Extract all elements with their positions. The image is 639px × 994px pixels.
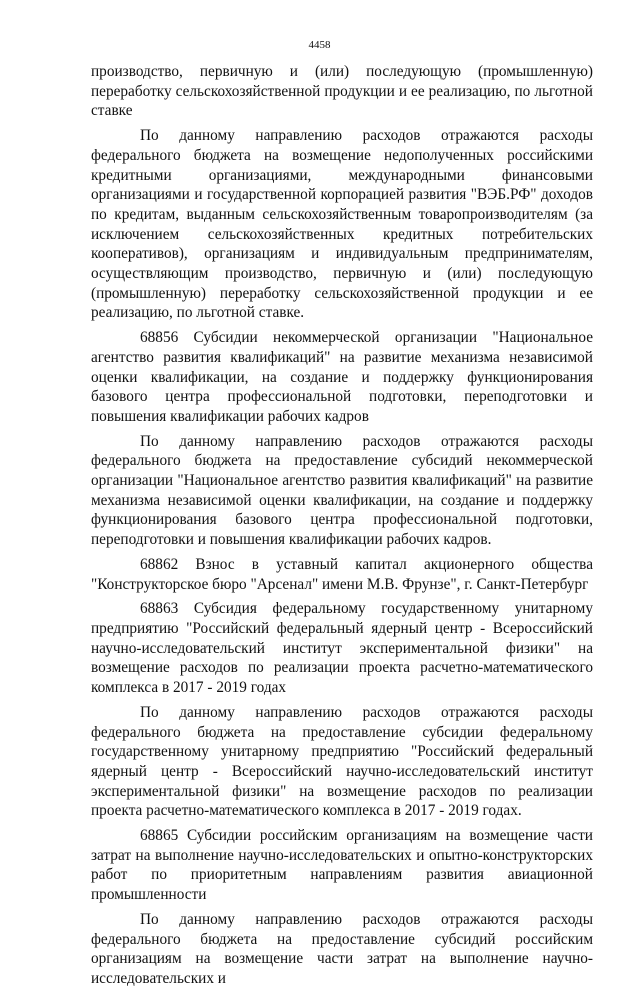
paragraph-expense-description: По данному направлению расходов отражаются расходы федерального бюджета на предоставление субсидий некоммерческой организации "Национальное агентство развития квалификаций" на развитие механизма независимой оценки квалификации, на создание и поддержку функционирования базового центра профессиональной подготовки, переподготовки и повышения квалификации рабочих кадров. [91, 432, 593, 549]
paragraph-code-68856: 68856 Субсидии некоммерческой организации "Национальное агентство развития квалификаций" на развитие механизма независимой оценки квалификации, на создание и поддержку функционирования базового центра профессиональной подготовки, переподготовки и повышения квалификации рабочих кадров [91, 329, 593, 425]
paragraph-code-68862: 68862 Взнос в уставный капитал акционерного общества "Конструкторское бюро "Арсенал" имени М.В. Фрунзе", г. Санкт-Петербург [91, 555, 593, 593]
page-number: 4458 [308, 39, 331, 51]
paragraph-expense-description: По данному направлению расходов отражаются расходы федерального бюджета на предоставление субсидии федеральному государственному унитарному предприятию "Российский федеральный ядерный центр - Всероссийский научно-исследовательский институт экспериментальной физики" на возмещение расходов по реализации проекта расчетно-математического комплекса в 2017 - 2019 годах. [91, 703, 593, 820]
paragraph-code-68863: 68863 Субсидия федеральному государственному унитарному предприятию "Российский федеральный ядерный центр - Всероссийский научно-исследовательский институт экспериментальной физики" на возмещение расходов по реализации проекта расчетно-математического комплекса в 2017 - 2019 годах [91, 600, 593, 697]
paragraph-code-68865: 68865 Субсидии российским организациям на возмещение части затрат на выполнение научно-исследовательских и опытно-конструкторских работ по приоритетным направлениям развития авиационной промышленности [91, 827, 593, 904]
paragraph-continuation: производство, первичную и (или) последующую (промышленную) переработку сельскохозяйственной продукции и ее реализацию, по льготной ставке [91, 63, 593, 120]
paragraph-expense-description: По данному направлению расходов отражаются расходы федерального бюджета на предоставление субсидий российским организациям на возмещение части затрат на выполнение научно-исследовательских и [91, 910, 593, 987]
document-body [91, 62, 593, 994]
paragraph-expense-description: По данному направлению расходов отражаются расходы федерального бюджета на возмещение недополученных российскими кредитными организациями, международными финансовыми организациями и государственной корпорацией развития "ВЭБ.РФ" доходов по кредитам, выданным сельскохозяйственным товаропроизводителям (за исключением сельскохозяйственных кредитных потребительских кооперативов), организациям и индивидуальным предпринимателям, осуществляющим производство, первичную и (или) последующую (промышленную) переработку сельскохозяйственной продукции и ее реализацию, по льготной ставке. [91, 127, 593, 322]
